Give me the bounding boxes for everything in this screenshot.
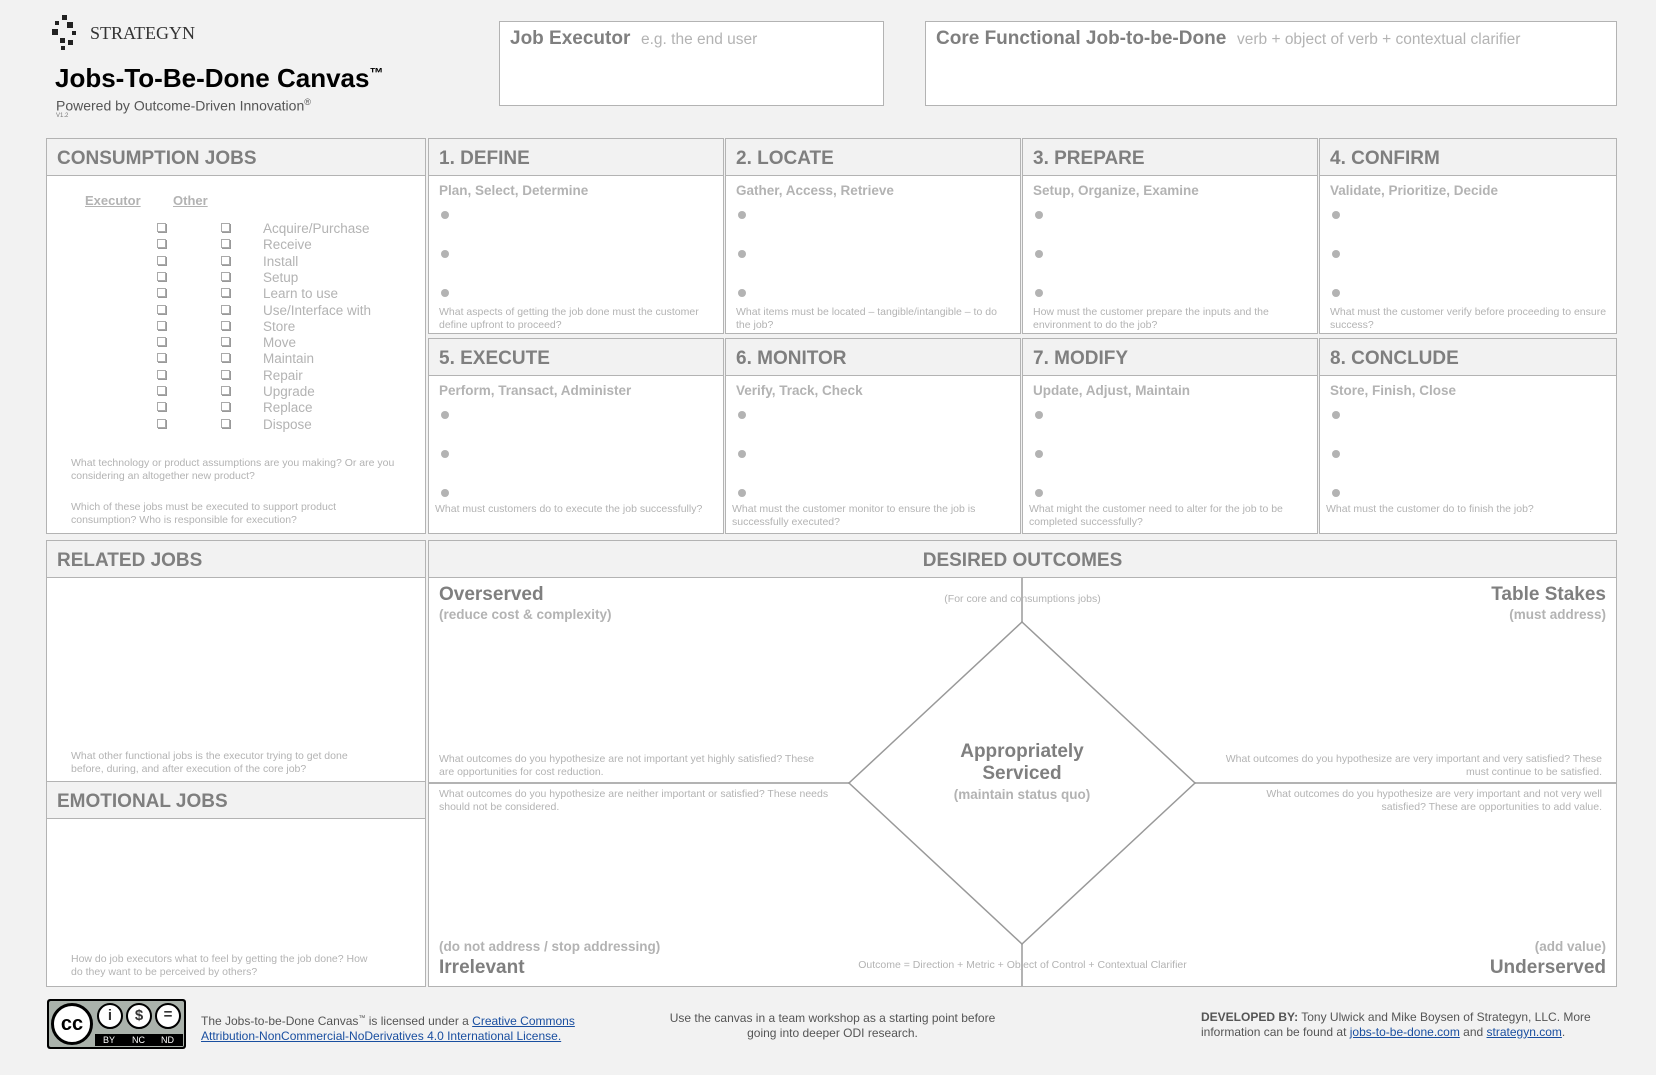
other-checkbox[interactable] [221,419,230,428]
executor-checkbox[interactable] [157,256,166,265]
bullet-point [1332,289,1340,297]
job-step-subtitle: Plan, Select, Determine [439,183,589,198]
consumption-job-label: Acquire/Purchase [263,221,370,236]
other-checkbox[interactable] [221,386,230,395]
consumption-jobs-title: CONSUMPTION JOBS [57,148,257,169]
job-executor-label: Job Executor [510,28,631,49]
bullet-point [441,211,449,219]
jtbd-site-link[interactable]: jobs-to-be-done.com [1349,1024,1460,1039]
job-step-question: What must the customer verify before proceeding to ensure success? [1330,306,1607,331]
job-step-header [429,139,723,176]
license-text: The Jobs-to-be-Done Canvas™ is licensed under a Creative Commons Attribution-NonCommercial-NoDerivatives 4.0 International License. [201,1014,575,1043]
nd-icon: = [155,1003,181,1029]
executor-checkbox[interactable] [157,321,166,330]
job-step-subtitle: Store, Finish, Close [1330,383,1457,398]
consumption-job-row [93,351,393,367]
page-subtitle: Powered by Outcome-Driven Innovation® [56,97,311,114]
other-checkbox[interactable] [221,321,230,330]
strategyn-logo-icon [50,14,80,52]
bullet-point [1035,211,1043,219]
consumption-job-label: Install [263,253,299,269]
emotional-jobs-title: EMOTIONAL JOBS [57,791,228,812]
core-job-hint: verb + object of verb + contextual clarifier [1237,31,1521,48]
bullet-point [1332,211,1340,219]
irrelevant-sub: (do not address / stop addressing) [439,939,661,954]
other-checkbox[interactable] [221,239,230,248]
executor-checkbox[interactable] [157,223,166,232]
job-step-panel[interactable] [428,338,724,534]
consumption-job-row [93,417,393,433]
bullet-point [441,250,449,258]
bullet-point [738,289,746,297]
executor-checkbox[interactable] [157,239,166,248]
related-jobs-title: RELATED JOBS [57,550,203,571]
consumption-question-1: What technology or product assumptions are you making? Or are you considering an altogether new product? [71,457,395,482]
consumption-jobs-list [93,221,413,441]
emotional-jobs-question: How do job executors what to feel by getting the job done? How do they want to be perceived by others? [71,953,368,978]
consumption-job-row [93,400,393,416]
consumption-job-row [93,221,393,237]
job-step-header [1023,339,1317,376]
job-step-question: What must the customer monitor to ensure the job is successfully executed? [732,503,976,528]
bullet-point [441,289,449,297]
desired-outcomes-title: DESIRED OUTCOMES [922,550,1123,571]
underserved-title: Underserved [1489,957,1606,978]
nc-icon: $ [126,1003,152,1029]
consumption-job-label: Dispose [263,416,312,432]
job-step-panel[interactable] [1022,338,1318,534]
job-executor-hint: e.g. the end user [641,31,758,48]
bullet-point [1332,250,1340,258]
job-executor-field[interactable] [499,21,884,106]
desired-outcomes-panel [428,540,1617,987]
consumption-jobs-header [47,139,425,176]
executor-checkbox[interactable] [157,370,166,379]
table-stakes-sub: (must address) [1509,607,1606,622]
consumption-job-label: Use/Interface with [263,302,372,318]
bullet-point [1035,250,1043,258]
job-step-title: 7. MODIFY [1033,348,1129,369]
core-job-label: Core Functional Job-to-be-Done [936,28,1227,49]
job-step-subtitle: Verify, Track, Check [736,383,863,398]
job-step-title: 6. MONITOR [736,348,847,369]
creative-commons-badge[interactable]: cc i $ = BY NC ND [47,999,186,1049]
consumption-job-label: Setup [263,269,299,285]
other-checkbox[interactable] [221,288,230,297]
bullet-point [1332,411,1340,419]
overserved-question: What outcomes do you hypothesize are not important yet highly satisfied? These are opportunities for cost reduction. [439,753,815,778]
consumption-job-row [93,384,393,400]
consumption-job-row [93,368,393,384]
consumption-job-row [93,303,393,319]
job-step-title: 4. CONFIRM [1330,148,1440,169]
bullet-point [441,489,449,497]
bullet-point [738,450,746,458]
job-step-title: 2. LOCATE [736,148,834,169]
job-step-header [1320,339,1616,376]
job-step-header [1320,139,1616,176]
by-icon: i [97,1003,123,1029]
overserved-quadrant[interactable] [429,578,849,778]
job-step-header [429,339,723,376]
consumption-job-label: Receive [263,237,312,253]
consumption-job-label: Move [263,335,297,351]
bullet-point [1035,489,1043,497]
job-step-question: What items must be located – tangible/intangible – to do the job? [736,306,997,331]
related-jobs-panel[interactable] [46,540,426,782]
underserved-question: What outcomes do you hypothesize are very important and not very well satisfied? These are opportunities to add value. [1266,788,1602,813]
underserved-sub: (add value) [1534,939,1606,954]
related-jobs-question: What other functional jobs is the executor trying to get done before, during, and after execution of the core job? [71,750,348,775]
emotional-jobs-panel[interactable] [46,781,426,987]
job-step-panel[interactable] [1319,338,1617,534]
underserved-quadrant[interactable] [1196,784,1616,986]
consumption-job-label: Maintain [263,351,315,367]
version-label: V1.2 [56,113,69,119]
executor-checkbox[interactable] [157,386,166,395]
executor-checkbox[interactable] [157,272,166,281]
consumption-job-label: Learn to use [263,286,339,302]
related-jobs-header [47,541,425,578]
consumption-question-2: Which of these jobs must be executed to support product consumption? Who is responsible for execution? [71,501,336,526]
job-step-title: 3. PREPARE [1033,148,1145,169]
other-checkbox[interactable] [221,370,230,379]
irrelevant-title: Irrelevant [439,957,525,978]
executor-checkbox[interactable] [157,288,166,297]
other-column-label: Other [173,193,208,208]
job-step-question: What must customers do to execute the job successfully? [435,503,703,515]
appropriately-serviced-label: Appropriately Serviced (maintain status quo) [953,741,1091,802]
desired-outcomes-header [429,541,1616,578]
job-step-panel[interactable] [428,138,724,334]
bullet-point [738,489,746,497]
overserved-title: Overserved [439,584,544,605]
other-checkbox[interactable] [221,402,230,411]
job-step-title: 1. DEFINE [439,148,530,169]
bullet-point [1332,450,1340,458]
developed-by: DEVELOPED BY: Tony Ulwick and Mike Boysen of Strategyn, LLC. More information can be found at jobs-to-be-done.com and strategyn.com. [1201,1010,1591,1039]
table-stakes-quadrant[interactable] [1196,578,1616,778]
job-step-subtitle: Update, Adjust, Maintain [1033,383,1191,398]
job-step-header [1023,139,1317,176]
irrelevant-quadrant[interactable] [429,784,849,986]
strategyn-site-link[interactable]: strategyn.com [1486,1024,1562,1039]
bullet-point [1035,411,1043,419]
job-step-header [726,339,1020,376]
consumption-job-row [93,254,393,270]
consumption-job-row [93,335,393,351]
strategyn-logo [50,14,210,54]
job-step-panel[interactable] [725,338,1021,534]
job-step-question: What might the customer need to alter for the job to be completed successfully? [1029,503,1283,528]
executor-checkbox[interactable] [157,337,166,346]
executor-checkbox[interactable] [157,353,166,362]
other-checkbox[interactable] [221,256,230,265]
job-step-subtitle: Validate, Prioritize, Decide [1330,183,1499,198]
brand-name: STRATEGYN [90,23,196,43]
license-link[interactable]: Attribution-NonCommercial-NoDerivatives 4.0 International License. [201,1028,562,1043]
irrelevant-question: What outcomes do you hypothesize are neither important or satisfied? These needs should not be considered. [439,788,829,813]
bullet-point [738,211,746,219]
bullet-point [1332,489,1340,497]
overserved-sub: (reduce cost & complexity) [439,607,612,622]
table-stakes-title: Table Stakes [1491,584,1606,605]
consumption-job-label: Repair [263,367,303,383]
core-job-field[interactable] [925,21,1617,106]
workshop-note: Use the canvas in a team workshop as a starting point before going into deeper ODI research. [669,1011,996,1040]
job-step-question: What must the customer do to finish the job? [1326,503,1534,515]
bullet-point [738,411,746,419]
executor-checkbox[interactable] [157,305,166,314]
outcomes-note: (For core and consumptions jobs) [944,593,1101,605]
bullet-point [441,411,449,419]
job-step-panel[interactable] [1319,138,1617,334]
executor-column-label: Executor [85,193,141,208]
job-step-title: 5. EXECUTE [439,348,550,369]
bullet-point [441,450,449,458]
job-step-header [726,139,1020,176]
job-step-title: 8. CONCLUDE [1330,348,1459,369]
outcome-formula: Outcome = Direction + Metric + Object of Control + Contextual Clarifier [858,959,1187,971]
other-checkbox[interactable] [221,353,230,362]
page-title: Jobs-To-Be-Done Canvas™ [55,63,384,93]
other-checkbox[interactable] [221,337,230,346]
job-step-subtitle: Gather, Access, Retrieve [736,183,894,198]
bullet-point [1035,289,1043,297]
executor-checkbox[interactable] [157,402,166,411]
other-checkbox[interactable] [221,305,230,314]
creative-commons-link[interactable]: Creative Commons [472,1014,575,1028]
consumption-job-label: Upgrade [263,384,315,399]
job-step-subtitle: Setup, Organize, Examine [1033,183,1199,198]
emotional-jobs-header [47,782,425,819]
consumption-job-row [93,319,393,335]
other-checkbox[interactable] [221,272,230,281]
other-checkbox[interactable] [221,223,230,232]
consumption-job-label: Replace [263,400,313,416]
table-stakes-question: What outcomes do you hypothesize are very important and very satisfied? These must continue to be satisfied. [1225,753,1602,778]
job-step-question: How must the customer prepare the inputs and the environment to do the job? [1033,306,1269,331]
bullet-point [738,250,746,258]
job-step-panel[interactable] [725,138,1021,334]
bullet-point [1035,450,1043,458]
job-step-panel[interactable] [1022,138,1318,334]
consumption-job-row [93,286,393,302]
consumption-job-row [93,270,393,286]
job-step-question: What aspects of getting the job done must the customer define upfront to proceed? [439,306,699,331]
cc-icon: cc [51,1003,93,1045]
consumption-job-row [93,237,393,253]
consumption-job-label: Store [263,318,296,334]
consumption-jobs-panel [46,138,426,534]
executor-checkbox[interactable] [157,419,166,428]
job-step-subtitle: Perform, Transact, Administer [439,383,632,398]
